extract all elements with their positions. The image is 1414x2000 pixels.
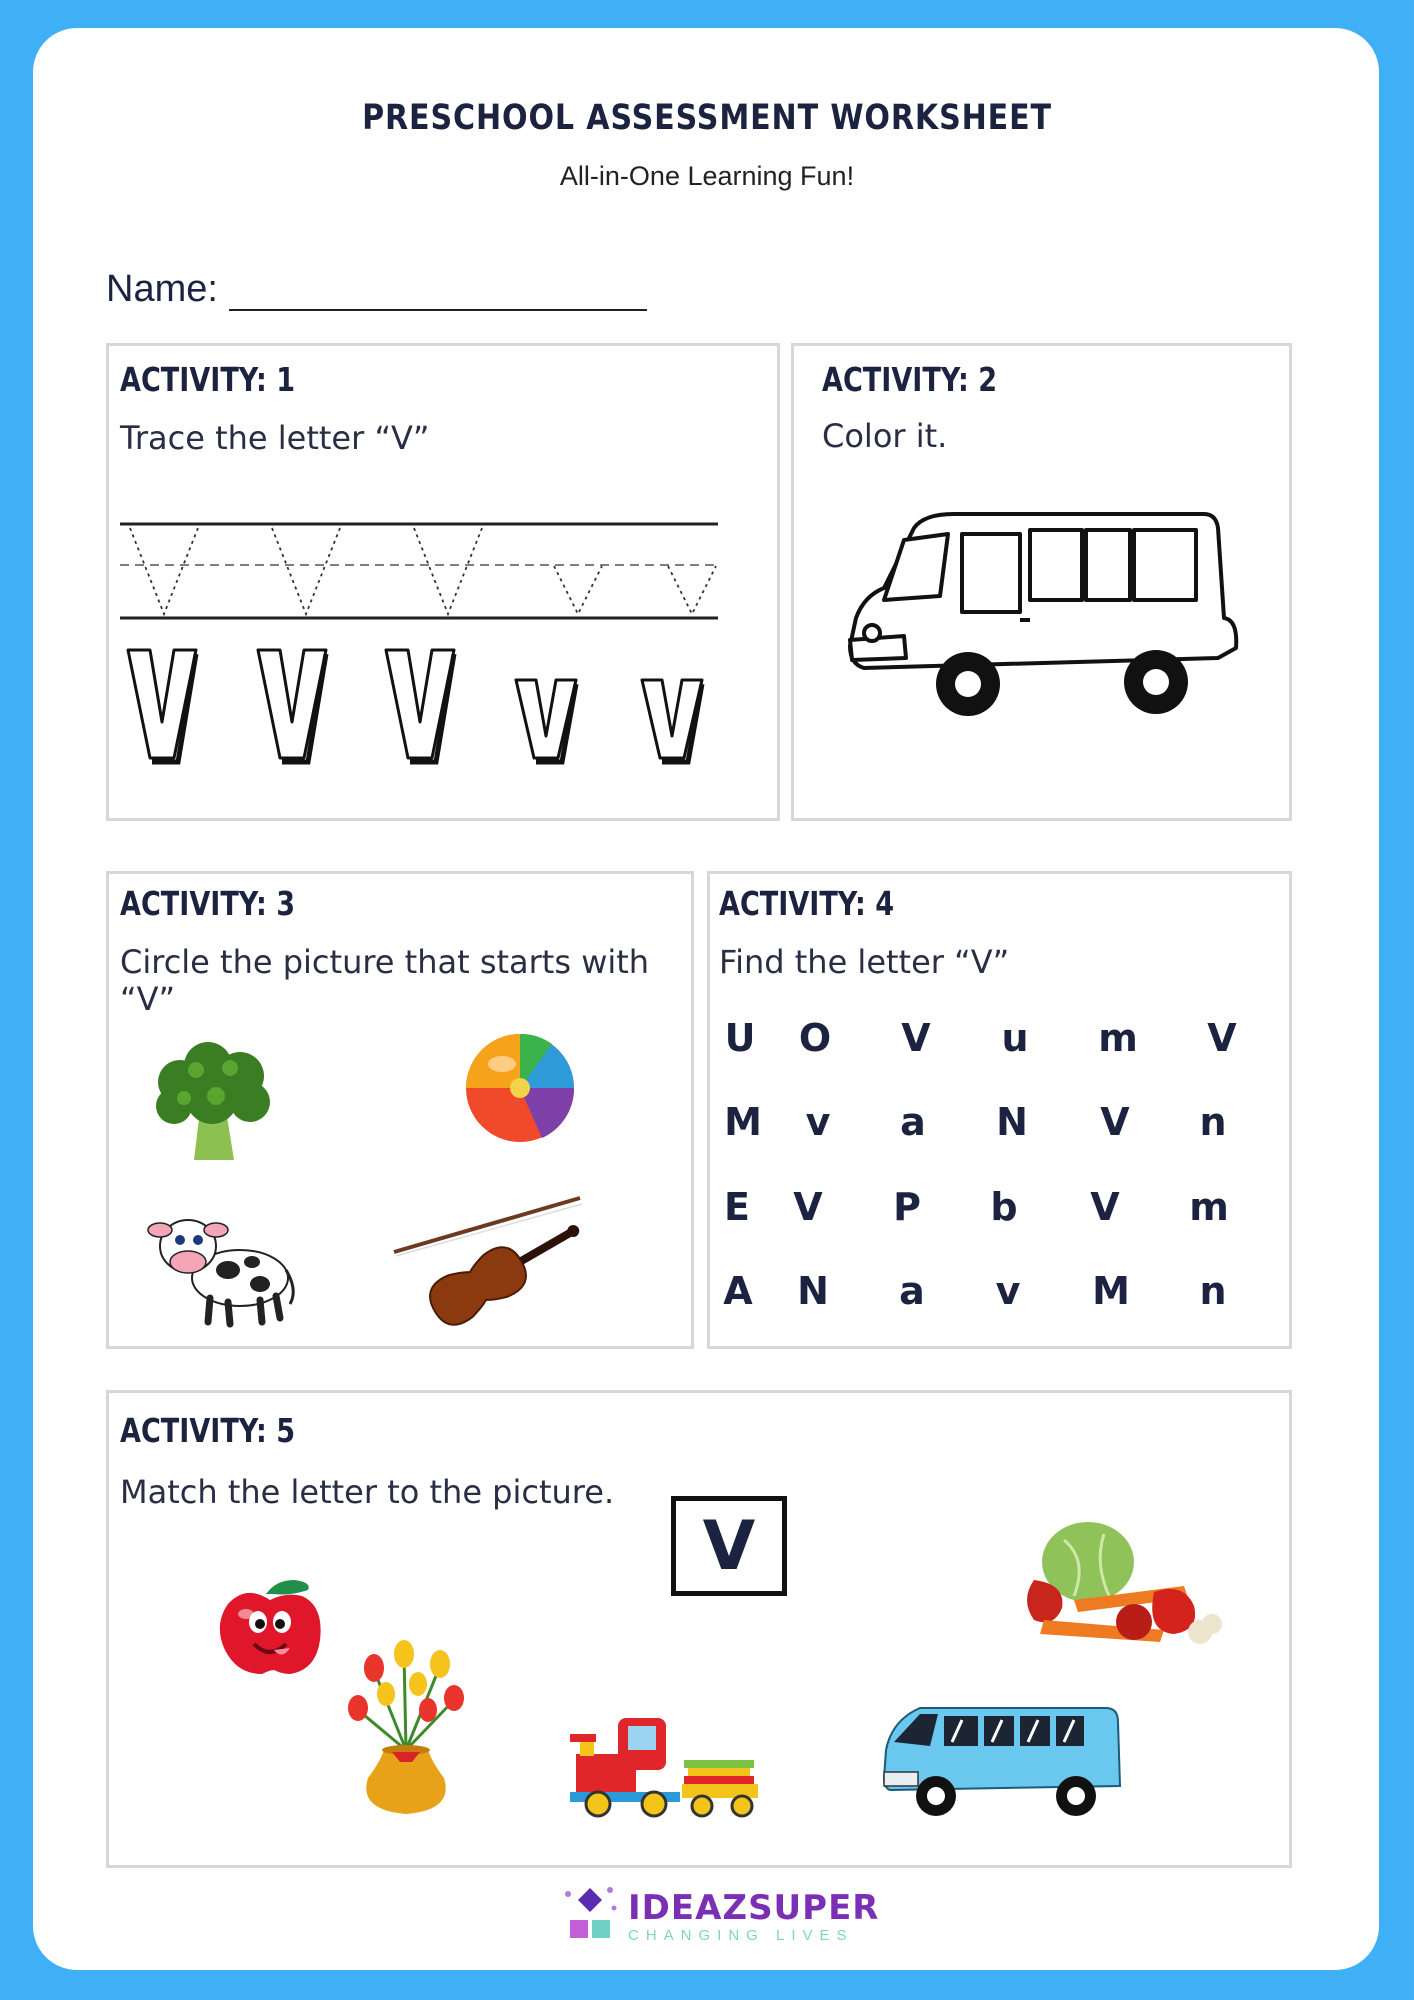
letter-cell[interactable]: P: [893, 1185, 921, 1229]
activity-1-title: ACTIVITY: 1: [120, 360, 296, 399]
letter-cell[interactable]: u: [1001, 1016, 1029, 1060]
broccoli-picture[interactable]: [150, 1040, 274, 1164]
letter-cell[interactable]: n: [1199, 1100, 1227, 1144]
letter-cell[interactable]: v: [995, 1269, 1021, 1313]
activity-4-instruction: Find the letter “V”: [719, 943, 1010, 981]
violin-picture[interactable]: [388, 1196, 596, 1336]
outline-letters: [120, 646, 720, 766]
letter-cell[interactable]: v: [805, 1100, 831, 1144]
van-outline-icon[interactable]: [844, 508, 1240, 720]
activity-3-instruction: Circle the picture that starts with “V”: [120, 943, 650, 1018]
ideazsuper-logo-icon: [560, 1884, 620, 1942]
trace-letter: [414, 528, 482, 614]
name-label: Name:: [106, 268, 218, 310]
letter-cell[interactable]: N: [996, 1100, 1028, 1144]
letter-cell[interactable]: V: [901, 1016, 931, 1060]
activity-5-instruction: Match the letter to the picture.: [120, 1473, 615, 1511]
letter-cell[interactable]: E: [724, 1185, 750, 1229]
letter-cell[interactable]: A: [723, 1269, 753, 1313]
logo-tagline: CHANGING LIVES: [628, 1927, 854, 1944]
page-title: PRESCHOOL ASSESSMENT WORKSHEET: [362, 98, 1052, 138]
letter-cell[interactable]: V: [1090, 1185, 1120, 1229]
letter-cell[interactable]: V: [1100, 1100, 1130, 1144]
trace-letter: [554, 566, 602, 614]
letter-cell[interactable]: m: [1098, 1016, 1138, 1060]
letter-cell[interactable]: N: [797, 1269, 829, 1313]
letter-cell[interactable]: n: [1199, 1269, 1227, 1313]
van-picture[interactable]: [880, 1700, 1126, 1820]
toy-train-picture[interactable]: [566, 1712, 766, 1818]
cow-picture[interactable]: [148, 1200, 296, 1330]
tracing-lines[interactable]: [118, 520, 720, 620]
vegetables-picture[interactable]: [1014, 1520, 1226, 1650]
activity-4-title: ACTIVITY: 4: [719, 884, 895, 923]
apple-picture[interactable]: [216, 1570, 326, 1680]
activity-2-instruction: Color it.: [822, 417, 948, 455]
activity-3-title: ACTIVITY: 3: [120, 884, 296, 923]
ball-picture[interactable]: [462, 1030, 578, 1146]
name-field[interactable]: [229, 309, 647, 311]
trace-letter: [130, 528, 198, 614]
letter-cell[interactable]: U: [724, 1016, 756, 1060]
activity-5-title: ACTIVITY: 5: [120, 1411, 296, 1450]
trace-letter: [272, 528, 340, 614]
logo-name: IDEAZSUPER: [628, 1888, 880, 1928]
letter-cell[interactable]: m: [1189, 1185, 1229, 1229]
letter-cell[interactable]: a: [900, 1100, 926, 1144]
letter-cell[interactable]: a: [899, 1269, 925, 1313]
page-subtitle: All-in-One Learning Fun!: [559, 161, 855, 191]
flower-vase-picture[interactable]: [344, 1640, 470, 1818]
activity-1-instruction: Trace the letter “V”: [120, 419, 430, 457]
letter-cell[interactable]: M: [724, 1100, 762, 1144]
activity-2-title: ACTIVITY: 2: [822, 360, 998, 399]
letter-cell[interactable]: V: [1207, 1016, 1237, 1060]
letter-cell[interactable]: b: [990, 1185, 1018, 1229]
match-letter-box[interactable]: V: [671, 1496, 787, 1596]
letter-cell[interactable]: O: [798, 1016, 832, 1060]
letter-cell[interactable]: V: [793, 1185, 823, 1229]
trace-letter: [668, 566, 716, 614]
letter-cell[interactable]: M: [1092, 1269, 1130, 1313]
